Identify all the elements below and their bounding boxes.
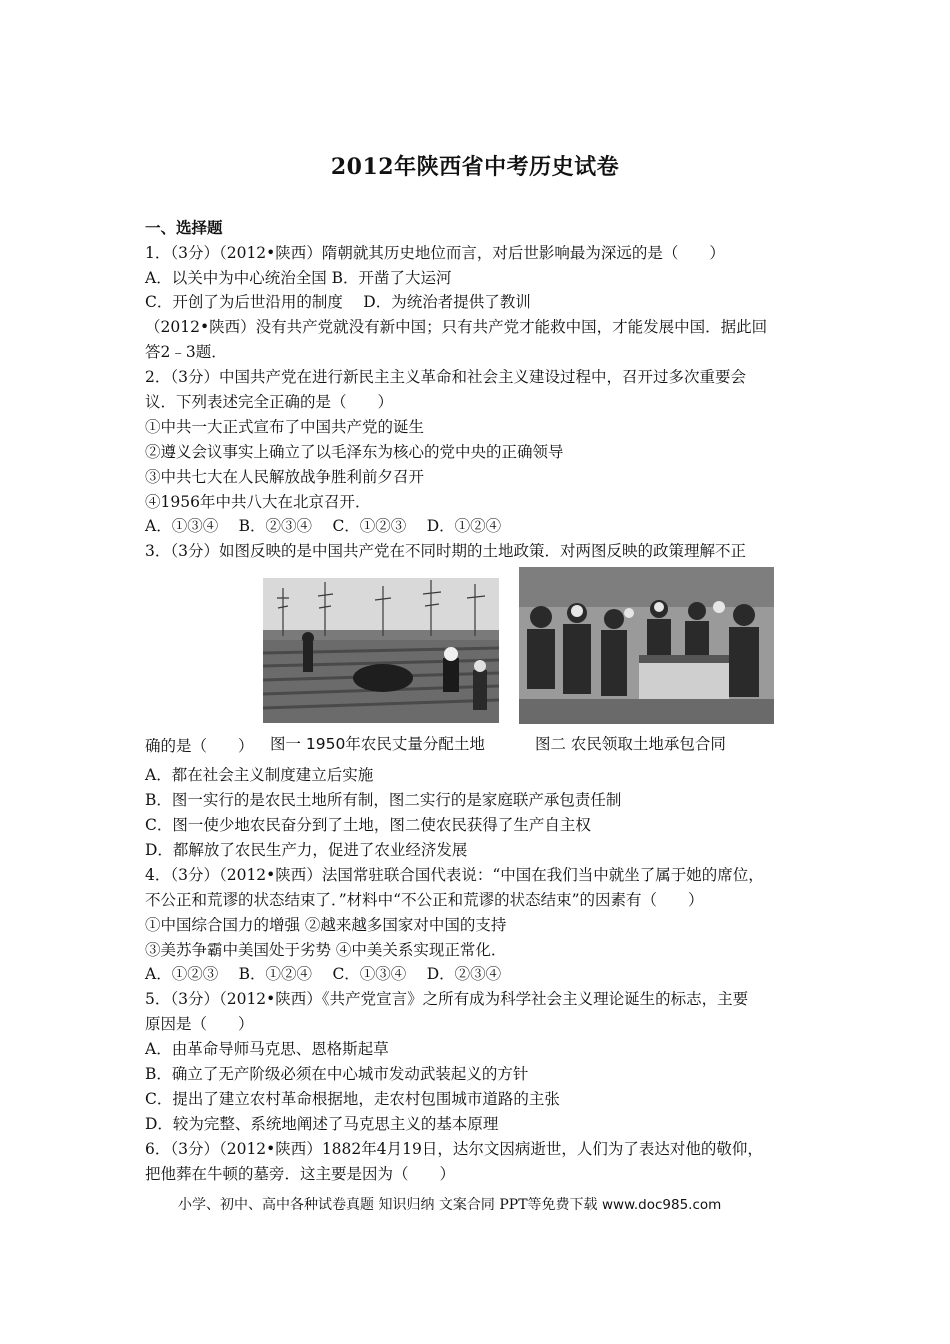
text-line: A．都在社会主义制度建立后实施 [145,766,374,784]
text-line: 3．（3分）如图反映的是中国共产党在不同时期的土地政策．对两图反映的政策理解不正 [145,542,746,560]
text-line: ③中共七大在人民解放战争胜利前夕召开 [145,468,425,486]
text-line: C．图一使少地农民奋分到了土地，图二使农民获得了生产自主权 [145,816,591,834]
figure-2-photo [519,567,774,724]
text-line: A．①③④ B．②③④ C．①②③ D．①②④ [145,517,502,535]
page-footer [178,1194,721,1214]
text-line: D．较为完整、系统地阐述了马克思主义的基本原理 [145,1115,499,1133]
text-line: ③美苏争霸中美国处于劣势 ④中美关系实现正常化． [145,941,507,959]
text-line: 把他葬在牛顿的墓旁．这主要是因为（ ） [145,1165,456,1183]
text-line: 2．（3分）中国共产党在进行新民主主义革命和社会主义建设过程中，召开过多次重要会 [145,368,746,386]
text-line: 原因是（ ） [145,1015,254,1033]
text-line: A．由革命导师马克思、恩格斯起草 [145,1040,389,1058]
text-line: C．提出了建立农村革命根据地，走农村包围城市道路的主张 [145,1090,560,1108]
figure-2-caption: 图二 农民领取土地承包合同 [535,735,726,753]
section-heading: 一、选择题 [145,218,223,237]
text-line: D．都解放了农民生产力，促进了农业经济发展 [145,841,468,859]
footer-link[interactable]: www.doc985.com [601,1197,722,1213]
text-line: 议．下列表述完全正确的是（ ） [145,393,394,411]
text-line: ②遵义会议事实上确立了以毛泽东为核心的党中央的正确领导 [145,443,564,461]
text-line: 确的是（ ） [145,737,254,755]
text-line: （2012•陕西）没有共产党就没有新中国；只有共产党才能救中国，才能发展中国．据此回 [145,318,768,336]
text-line: 不公正和荒谬的状态结束了．”材料中“不公正和荒谬的状态结束”的因素有（ ） [145,891,704,909]
footer-text: 小学、初中、高中各种试卷真题 知识归纳 文案合同 PPT等免费下载 [178,1197,598,1213]
text-line: 答2﹣3题． [145,343,227,361]
text-line: ④1956年中共八大在北京召开． [145,493,371,511]
text-line: B．确立了无产阶级必须在中心城市发动武装起义的方针 [145,1065,529,1083]
text-line: 6．（3分）（2012•陕西）1882年4月19日，达尔文因病逝世，人们为了表达对他的敬仰， [145,1140,763,1158]
text-line: ①中国综合国力的增强 ②越来越多国家对中国的支持 [145,916,507,934]
text-line: B．图一实行的是农民土地所有制，图二实行的是家庭联产承包责任制 [145,791,622,809]
text-line: A．以关中为中心统治全国 B．开凿了大运河 [145,269,452,287]
text-line: C．开创了为后世沿用的制度 D．为统治者提供了教训 [145,293,531,311]
figure-1-caption: 图一 1950年农民丈量分配土地 [270,735,485,753]
text-line: 4．（3分）（2012•陕西）法国常驻联合国代表说：“中国在我们当中就坐了属于她的席位， [145,866,764,884]
figure-1-photo [263,578,499,723]
text-line: A．①②③ B．①②④ C．①③④ D．②③④ [145,965,502,983]
text-line: 5．（3分）（2012•陕西）《共产党宣言》之所有成为科学社会主义理论诞生的标志，主要 [145,990,749,1008]
page-title: 2012年陕西省中考历史试卷 [330,154,620,180]
text-line: 1．（3分）（2012•陕西）隋朝就其历史地位而言，对后世影响最为深远的是（ ） [145,244,725,262]
text-line: ①中共一大正式宣布了中国共产党的诞生 [145,418,425,436]
